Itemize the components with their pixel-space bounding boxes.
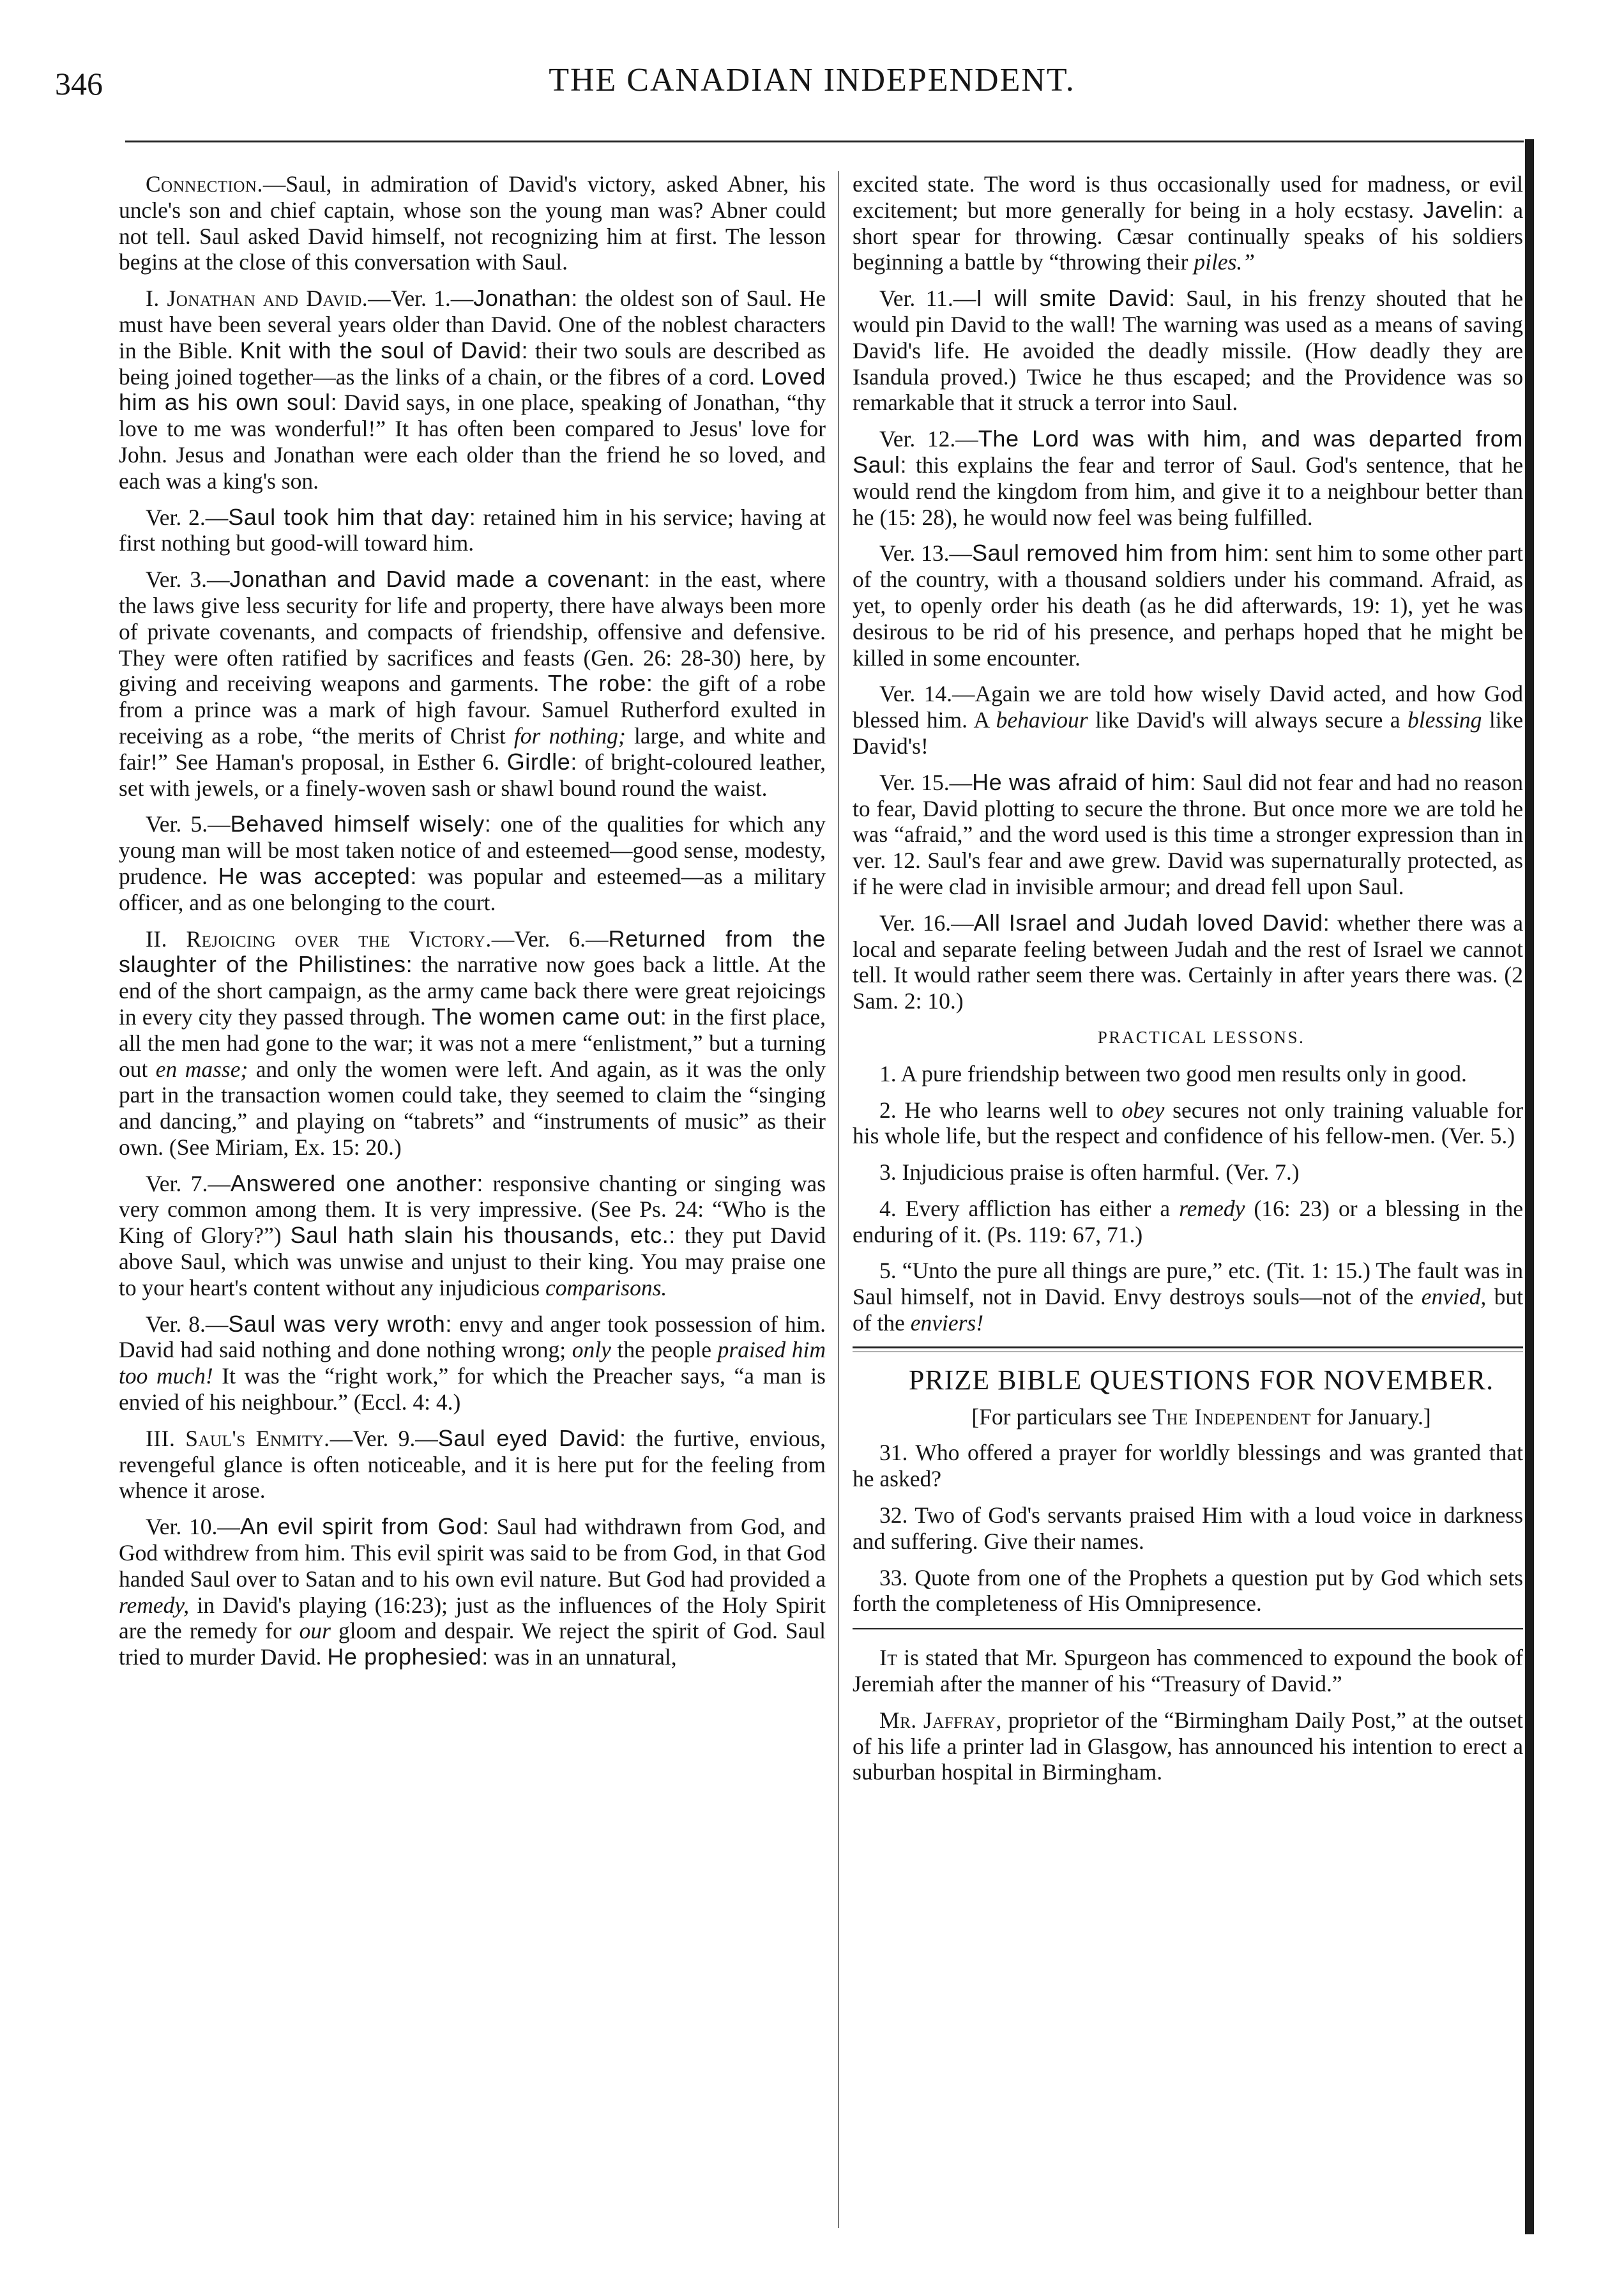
continuation-paragraph: excited state. The word is thus occasionally used for madness, or evil excitement; but more generally for being in a holy ecstasy. Javelin: a short spear for throwing. Cæsar continually speaks of his soldiers beginning a battle by “throwing their piles.”: [853, 171, 1524, 275]
connection-paragraph: Connection.—Saul, in admiration of David's victory, asked Abner, his uncle's son and chief captain, whose son the young man was? Abner could not tell. Saul asked David himself, not recognizing him at first. The lesson begins at the close of this conversation with Saul.: [119, 171, 826, 275]
prize-questions-heading: PRIZE BIBLE QUESTIONS FOR NOVEMBER.: [908, 1364, 1494, 1396]
lesson-item: 4. Every affliction has either a remedy (16: 23) or a blessing in the enduring of it. (Ps. 119: 67, 71.): [853, 1195, 1524, 1247]
news-item-jaffray: Mr. Jaffray, proprietor of the “Birmingham Daily Post,” at the outset of his life a printer lad in Glasgow, has announced his intention to erect a suburban hospital in Birmingham.: [853, 1707, 1524, 1785]
verse-16-paragraph: Ver. 16.—All Israel and Judah loved David: whether there was a local and separate feeling between Judah and the rest of Israel we cannot tell. It would rather seem there was. Certainly in after years there was. (2 Sam. 2: 10.): [853, 909, 1523, 1014]
verse-14-paragraph: Ver. 14.—Again we are told how wisely David acted, and how God blessed him. A behaviour like David's will always secure a blessing like David's!: [853, 681, 1524, 759]
verse-12-paragraph: Ver. 12.—The Lord was with him, and was departed from Saul: this explains the fear and terror of Saul. God's sentence, that he would rend the kingdom from him, and give it to a neighbour better than he (15: 28), he would now feel was being fulfilled.: [853, 425, 1523, 530]
prize-note: [For particulars see The Independent for January.]: [971, 1403, 1431, 1430]
verse-11-paragraph: Ver. 11.—I will smite David: Saul, in his frenzy shouted that he would pin David to the wall! The warning was used as a means of saving David's life. He avoided the deadly missile. (How deadly they are Isandula proved.) Twice he thus escaped; and the Providence was so remarkable that it struck a terror into Saul.: [853, 285, 1524, 416]
lesson-item: 2. He who learns well to obey secures not only training valuable for his whole life, but the respect and confidence of his fellow-men. (Ver. 5.): [853, 1097, 1524, 1149]
header-rule: [125, 141, 1524, 142]
verse-8-paragraph: Ver. 8.—Saul was very wroth: envy and anger took possession of him. David had said nothing and done nothing wrong; only the people praised him too much! It was the “right work,” for which the Preacher says, “a man is envied of his neighbour.” (Eccl. 4: 4.): [119, 1310, 826, 1415]
section-rule: [853, 1628, 1523, 1629]
verse-13-paragraph: Ver. 13.—Saul removed him from him: sent him to some other part of the country, with a thousand soldiers under his command. Afraid, as yet, to openly order his death (as he did afterwards, 19: 1), yet he was desirous to be rid of his presence, and perhaps hoped that he might be killed in some encounter.: [853, 540, 1524, 671]
practical-lessons-heading: PRACTICAL LESSONS.: [1097, 1027, 1305, 1047]
publication-title: THE CANADIAN INDEPENDENT.: [549, 62, 1075, 98]
page-edge-shadow: [1525, 139, 1534, 2234]
verse-2-paragraph: Ver. 2.—Saul took him that day: retained him in his service; having at first nothing but good-will toward him.: [119, 503, 826, 556]
left-column: [119, 171, 826, 1681]
lesson-item: 1. A pure friendship between two good men results only in good.: [879, 1060, 1467, 1086]
section-double-rule: [853, 1346, 1523, 1352]
verse-5-paragraph: Ver. 5.—Behaved himself wisely: one of the qualities for which any young man will be most taken notice of and esteemed—good sense, modesty, prudence. He was accepted: was popular and esteemed—as a military officer, and as one belonging to the court.: [119, 811, 826, 915]
verse-3-paragraph: Ver. 3.—Jonathan and David made a covenant: in the east, where the laws give less security for life and property, there have always been more of private covenants, and compacts of friendship, offensive and defensive. They were often ratified by sacrifices and feasts (Gen. 26: 28-30) here, by giving and receiving weapons and garments. The robe: the gift of a robe from a prince was a mark of high favour. Samuel Rutherford exulted in receiving as a robe, “the merits of Christ for nothing; large, and white and fair!” See Haman's proposal, in Esther 6. Girdle: of bright-coloured leather, set with jewels, or a finely-woven sash or shawl bound round the waist.: [119, 566, 826, 801]
section-sauls-enmity: III. Saul's Enmity.—Ver. 9.—Saul eyed David: the furtive, envious, revengeful glance is often noticeable, and it is here put for the feeling from whence it arose.: [119, 1424, 826, 1504]
question-item: 31. Who offered a prayer for worldly blessings and was granted that he asked?: [853, 1440, 1523, 1492]
question-item: 33. Quote from one of the Prophets a question put by God which sets forth the completeness of His Omnipresence.: [853, 1564, 1523, 1617]
lesson-item: 3. Injudicious praise is often harmful. (Ver. 7.): [879, 1159, 1300, 1186]
verse-7-paragraph: Ver. 7.—Answered one another: responsive chanting or singing was very common among them. It is very impressive. (See Ps. 24: “Who is the King of Glory?”) Saul hath slain his thousands, etc.: they put David above Saul, which was unwise and unjust to their king. You may praise one to your heart's content without any injudicious comparisons.: [119, 1170, 826, 1300]
verse-15-paragraph: Ver. 15.—He was afraid of him: Saul did not fear and had no reason to fear, David plotting to secure the throne. But once more we are told he was “afraid,” and the word used is this time a stronger expression than in ver. 12. Saul's fear and awe grew. David was supernaturally protected, as if he were clad in invisible armour; and dread fell upon Saul.: [853, 768, 1524, 899]
section-rejoicing-over-the-victory: II. Rejoicing over the Victory.—Ver. 6.—Returned from the slaughter of the Philistines: the narrative now goes back a little. At the end of the short campaign, as the army came back there were great rejoicings in every city they passed through. The women came out: in the first place, all the men had gone to the war; it was not a mere “enlistment,” but a turning out en masse; and only the women were left. And again, as it was the only part in the transaction women could take, they seemed to claim the “singing and dancing,” and playing on “tabrets” and “instruments of music” as their own. (See Miriam, Ex. 15: 20.): [119, 925, 826, 1160]
question-item: 32. Two of God's servants praised Him with a loud voice in darkness and suffering. Give their names.: [853, 1502, 1523, 1554]
verse-10-paragraph: Ver. 10.—An evil spirit from God: Saul had withdrawn from God, and God withdrew from him. This evil spirit was said to be from God, in that God handed Saul over to Satan and to his own evil nature. But God had provided a remedy, in David's playing (16:23); just as the influences of the Holy Spirit are the remedy for our gloom and despair. We reject the spirit of God. Saul tried to murder David. He prophesied: was in an unnatural,: [119, 1513, 826, 1670]
section-jonathan-and-david: I. Jonathan and David.—Ver. 1.—Jonathan: the oldest son of Saul. He must have been several years older than David. One of the noblest characters in the Bible. Knit with the soul of David: their two souls are described as being joined together—as the links of a chain, or the fibres of a cord. Loved him as his own soul: David says, in one place, speaking of Jonathan, “thy love to me was wonderful!” It has often been compared to Jesus' love for John. Jesus and Jonathan were each older than the friend he so loved, and each was a king's son.: [119, 285, 826, 494]
page-number: 346: [55, 66, 103, 102]
news-item-spurgeon: It is stated that Mr. Spurgeon has commenced to expound the book of Jeremiah after the manner of his “Treasury of David.”: [853, 1645, 1523, 1697]
lesson-item: 5. “Unto the pure all things are pure,” etc. (Tit. 1: 15.) The fault was in Saul himself, not in David. Envy destroys souls—not of the envied, but of the enviers!: [853, 1258, 1524, 1336]
column-divider: [838, 171, 839, 2228]
right-column: [853, 171, 1523, 1795]
